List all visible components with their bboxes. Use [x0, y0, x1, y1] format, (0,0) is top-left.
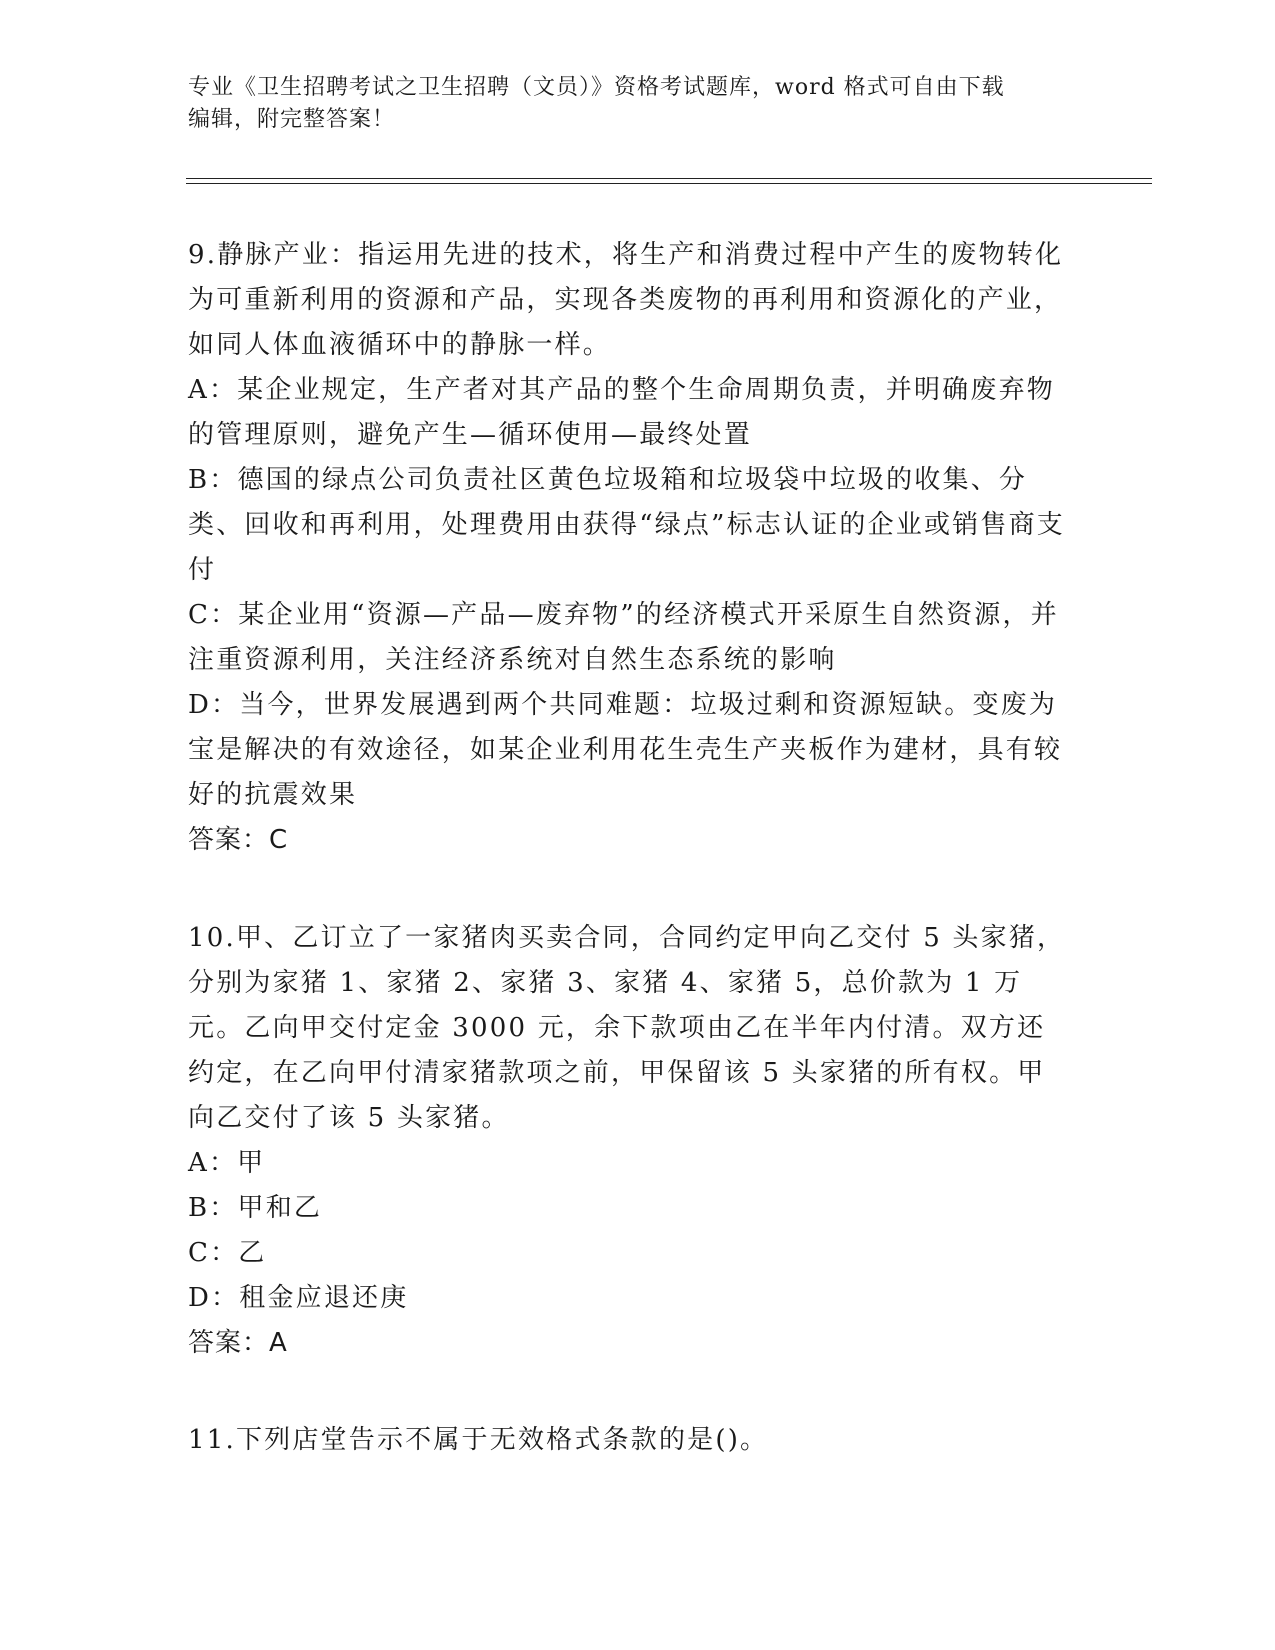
- question-stem: 10.甲、乙订立了一家猪肉买卖合同，合同约定甲向乙交付 5 头家猪，分别为家猪 1、家猪 2、家猪 3、家猪 4、家猪 5，总价款为 1 万元。乙向甲交付定金 3000 元，余下款项由乙在半年内付清。双方还约定，在乙向甲付清家猪款项之前，甲保留该 5 头家猪的所有权。甲向乙交付了该 5 头家猪。: [188, 923, 1066, 1133]
- option-a: A：甲: [188, 1148, 266, 1178]
- question-9: [188, 233, 1068, 863]
- question-11: [188, 1418, 1068, 1463]
- answer-label: 答案：A: [188, 1328, 288, 1358]
- question-stem: 11.下列店堂告示不属于无效格式条款的是()。: [188, 1425, 769, 1455]
- question-10: [188, 916, 1068, 1366]
- option-c: C：某企业用“资源—产品—废弃物”的经济模式开采原生自然资源，并注重资源利用，关注经济系统对自然生态系统的影响: [188, 600, 1059, 675]
- question-stem: 9.静脉产业：指运用先进的技术，将生产和消费过程中产生的废物转化为可重新利用的资源和产品，实现各类废物的再利用和资源化的产业，如同人体血液循环中的静脉一样。: [188, 240, 1064, 360]
- header-line-1: 专业《卫生招聘考试之卫生招聘（文员）》资格考试题库，word 格式可自由下载: [188, 75, 1005, 100]
- option-b: B：甲和乙: [188, 1193, 323, 1223]
- header-divider-top: [186, 178, 1152, 179]
- option-b: B：德国的绿点公司负责社区黄色垃圾箱和垃圾袋中垃圾的收集、分类、回收和再利用，处理费用由获得“绿点”标志认证的企业或销售商支付: [188, 465, 1065, 585]
- header-line-2: 编辑，附完整答案！: [188, 107, 396, 132]
- document-header: [188, 72, 1068, 136]
- option-d: D：当今，世界发展遇到两个共同难题：垃圾过剩和资源短缺。变废为宝是解决的有效途径，如某企业利用花生壳生产夹板作为建材，具有较好的抗震效果: [188, 690, 1063, 810]
- option-d: D：租金应退还庚: [188, 1283, 409, 1313]
- answer-label: 答案：C: [188, 825, 289, 855]
- option-a: A：某企业规定，生产者对其产品的整个生命周期负责，并明确废弃物的管理原则，避免产生—循环使用—最终处置: [188, 375, 1055, 450]
- option-c: C：乙: [188, 1238, 267, 1268]
- header-divider-bottom: [186, 183, 1152, 184]
